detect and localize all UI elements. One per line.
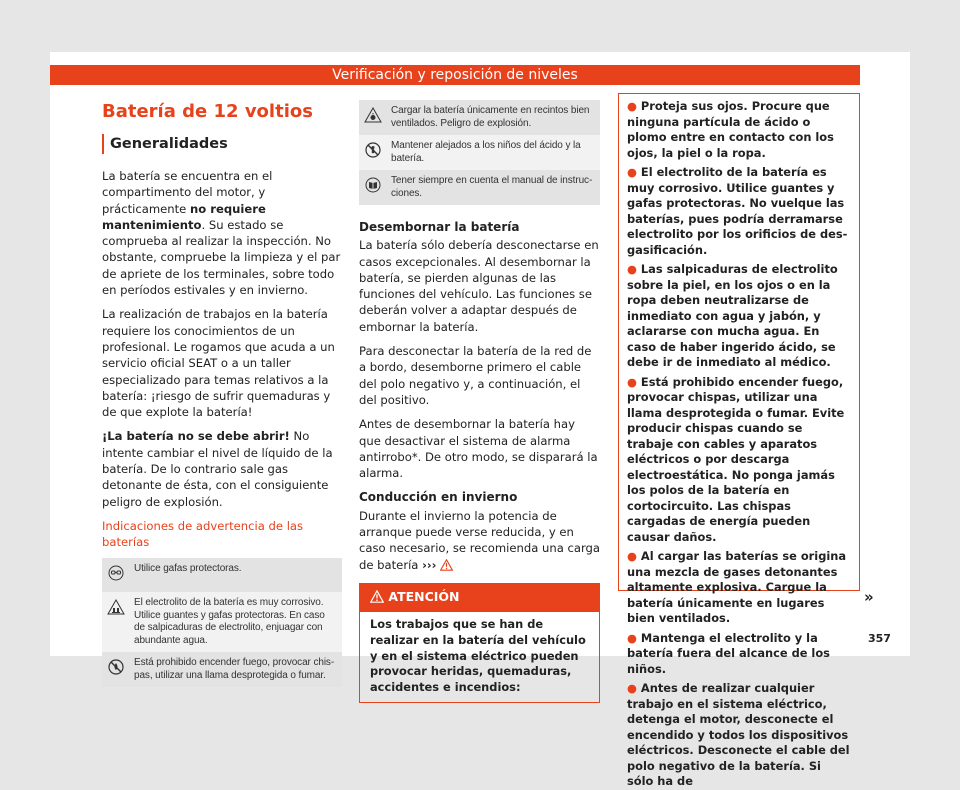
- table-row: [102, 592, 342, 652]
- paragraph-winter: [359, 508, 600, 575]
- heading-winter: Conducción en invierno: [359, 490, 518, 505]
- bold-text: no requiere mantenimiento: [102, 201, 266, 232]
- list-item: [627, 631, 851, 678]
- column-middle: [359, 100, 600, 703]
- list-item-text: Está prohibido encender fuego, provocar chispas, utilizar una llama desprotegida o fumar. Evite producir chispas cuando se trabaje con cables y aparatos eléctricos o por descarga electroestática. No ponga jamás los polos de la batería en cortocircuito. Las chispas cargadas de energía pueden causar daños.: [627, 374, 845, 544]
- list-item: [627, 165, 851, 258]
- table-row: [359, 170, 600, 205]
- list-item-text: Proteja sus ojos. Procure que ninguna partícula de ácido o plomo entre en contacto con los ojos, la piel o la ropa.: [627, 99, 834, 160]
- paragraph-disconnect-3: Antes de desembornar la batería hay que desactivar el sistema de alarma antirrobo*. De otro modo, se disparará la alarma.: [359, 417, 598, 481]
- bullet-icon: ●: [627, 262, 637, 276]
- reference-arrows[interactable]: ›››: [422, 557, 437, 572]
- list-item: [627, 681, 851, 790]
- paragraph-disconnect-2: Para desconectar la batería de la red de a bordo, desemborne primero el cable del polo negativo y, a continuación, el del positivo.: [359, 344, 592, 407]
- list-item: [627, 549, 851, 627]
- symbols-table-left: [102, 558, 342, 688]
- list-item-text: Antes de realizar cualquier trabajo en el sistema eléctrico, detenga el motor, desconecte el encendido y todos los dispositivos eléctricos. Desconecte el cable del polo negativo de la batería. Si sólo ha de: [627, 681, 850, 788]
- symbol-text: Utilice gafas protectoras.: [130, 558, 342, 593]
- symbol-text: Mantener alejados a los niños del ácido y la batería.: [387, 135, 600, 170]
- manual-icon: [359, 170, 387, 205]
- table-row: [102, 652, 342, 687]
- page-number: 357: [868, 632, 891, 645]
- heading-disconnect: Desembornar la batería: [359, 220, 520, 234]
- list-item: [627, 262, 851, 371]
- table-row: [359, 100, 600, 135]
- paragraph-disconnect-1: La batería sólo debería desconectarse en casos excepcionales. Al desembornar la batería, se pierden algunas de las funciones del vehículo. Las funciones se deberán volver a adaptar después de embornar la batería.: [359, 238, 599, 334]
- warning-header: [360, 584, 599, 612]
- symbol-text: Cargar la batería únicamente en recintos bien ventilados. Peligro de explosión.: [387, 100, 600, 135]
- bullet-icon: ●: [627, 549, 637, 563]
- subtitle-wrap: [102, 134, 342, 154]
- warning-box: [359, 583, 600, 703]
- list-item-text: El electrolito de la batería es muy corrosivo. Utilice guantes y gafas protectoras. No vuelque las baterías, pues podría derramarse electrolito por los orificios de desgasificación.: [627, 165, 848, 257]
- text: La batería se encuentra en el compartimento del motor, y prácticamente: [102, 169, 273, 216]
- bullet-icon: ●: [627, 630, 637, 645]
- text: No intente cambiar el nivel de líquido de la batería. De lo contrario sale gas detonante de ésta, con el consiguiente peligro de explosión.: [102, 429, 333, 509]
- subtitle: Generalidades: [110, 136, 228, 152]
- symbols-table-right: [359, 100, 600, 205]
- warning-triangle-icon: [440, 559, 453, 575]
- no-children-icon: [359, 135, 387, 170]
- list-item-text: Al cargar las baterías se origina una mezcla de gases detonantes altamente explosiva. Cargue la batería únicamente en lugares bien ventilados.: [627, 549, 847, 625]
- table-row: [102, 558, 342, 593]
- list-item-text: Las salpicaduras de electrolito sobre la piel, en los ojos o en la ropa deben neutralizarse de inmediato con agua y jabón, y aclararse con mucha agua. En caso de haber ingerido ácido, se debe ir de inmediato al médico.: [627, 262, 838, 369]
- column-right: [618, 93, 860, 788]
- corrosive-icon: [102, 592, 130, 652]
- bullet-icon: ●: [627, 99, 637, 113]
- warning-triangle-icon: [370, 590, 384, 608]
- list-item: [627, 99, 851, 161]
- symbol-text: El electrolito de la batería es muy corrosivo. Utilice guantes y gafas protectoras. En caso de salpicaduras de electrolito, enjuagar con abundante agua.: [130, 592, 342, 652]
- no-fire-icon: [102, 652, 130, 687]
- goggles-icon: [102, 558, 130, 593]
- section-title: Batería de 12 voltios: [102, 101, 313, 122]
- bullet-icon: ●: [627, 165, 637, 179]
- warning-label: ATENCIÓN: [388, 588, 460, 604]
- bullet-icon: ●: [627, 681, 637, 695]
- symbol-text: Tener siempre en cuenta el manual de instrucciones.: [387, 170, 600, 205]
- explosive-icon: [359, 100, 387, 135]
- symbol-text: Está prohibido encender fuego, provocar chispas, utilizar una llama desprotegida o fumar.: [130, 652, 342, 687]
- continue-mark: »: [864, 588, 874, 606]
- text: . Su estado se comprueba al realizar la inspección. No obstante, compruebe la limpieza y el par de apriete de los terminales, sobre todo en períodos estivales y en invierno.: [102, 217, 341, 298]
- bullet-icon: ●: [627, 374, 637, 389]
- bold-text: ¡La batería no se debe abrir!: [102, 429, 290, 444]
- paragraph-maintenance: [102, 168, 342, 298]
- list-item: [627, 375, 851, 546]
- table-row: [359, 135, 600, 170]
- paragraph-professional: La realización de trabajos en la batería requiere los conocimientos de un profesional. Le rogamos que acuda a un servicio oficial SEAT o a un taller especializado para temas relativos a la batería: ¡riesgo de sufrir quemaduras y de que explote la batería!: [102, 307, 335, 420]
- warning-list-box: [618, 93, 860, 788]
- warning-text: Los trabajos que se han de realizar en la batería del vehículo y en el sistema eléctrico pueden provocar heridas, quemaduras, accidentes e incendios:: [370, 616, 586, 695]
- list-item-text: Mantenga el electrolito y la batería fuera del alcance de los niños.: [627, 630, 830, 676]
- paragraph-do-not-open: [102, 428, 342, 509]
- warnings-heading: Indicaciones de advertencia de las baterías: [102, 518, 304, 549]
- column-left: [102, 100, 342, 687]
- text: Durante el invierno la potencia de arranque puede verse reducida, y en caso necesario, se recomienda una carga de batería: [359, 508, 600, 572]
- header-bar: Verificación y reposición de niveles: [50, 65, 860, 85]
